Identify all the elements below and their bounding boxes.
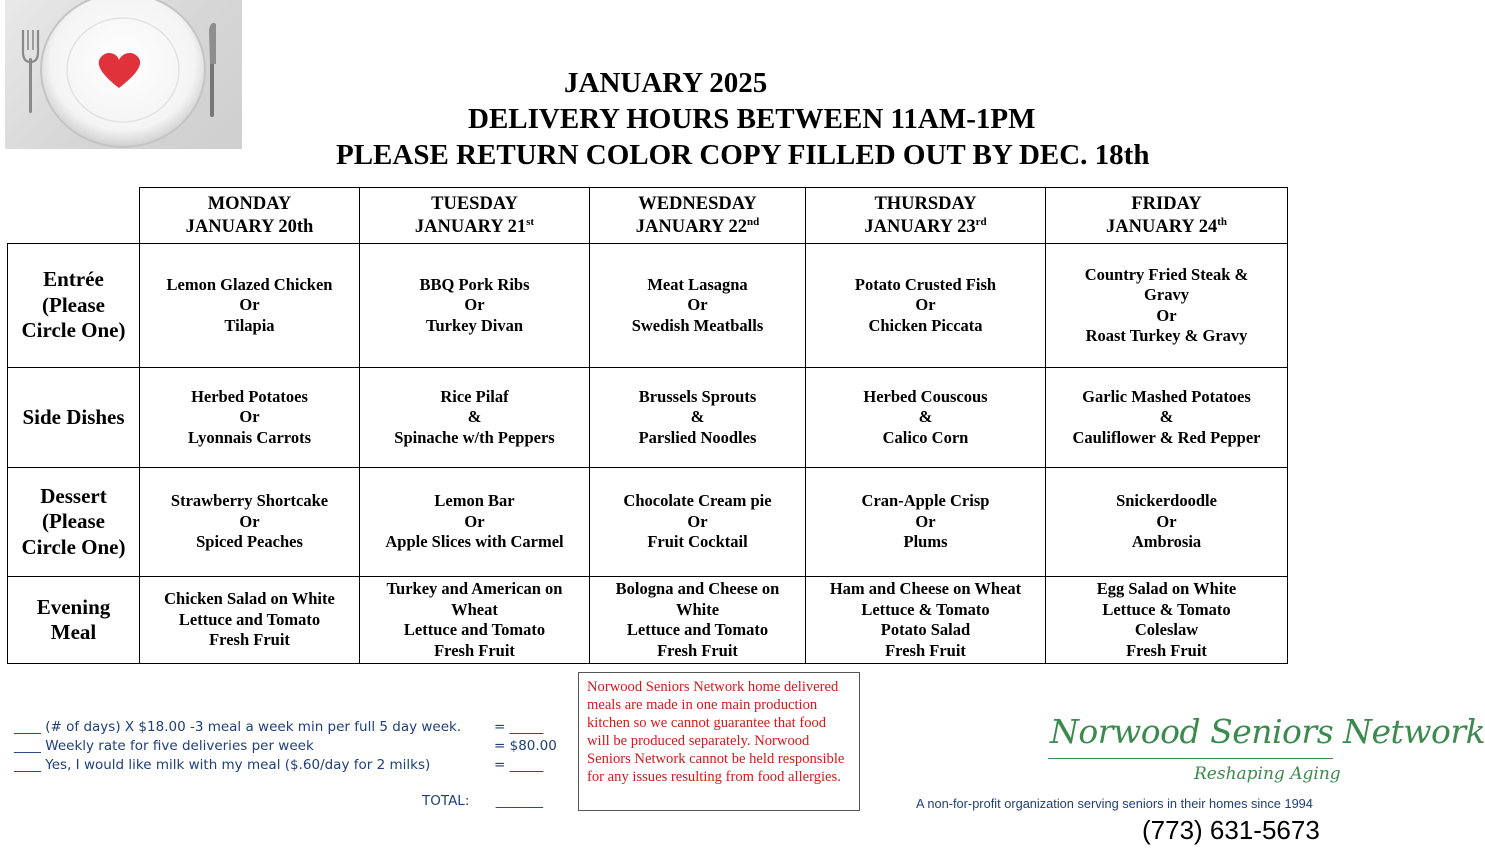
day-date: JANUARY 21	[414, 216, 527, 237]
logo-name: Norwood Seniors Network	[1050, 712, 1485, 751]
logo-divider	[1048, 758, 1333, 759]
order-line-milk-text: ____ Yes, I would like milk with my meal ($.60/day for 2 milks)	[14, 757, 431, 773]
dessert-cell-wednesday[interactable]: Chocolate Cream pie Or Fruit Cocktail	[590, 468, 806, 577]
day-name: FRIDAY	[1131, 193, 1202, 214]
day-date: JANUARY 24	[1106, 216, 1218, 237]
day-header-thursday: THURSDAY JANUARY 23rd	[806, 188, 1046, 244]
evening-meal-row	[8, 577, 1288, 664]
order-line-milk-amount[interactable]: = _____	[494, 757, 544, 773]
plate-heart-icon	[5, 0, 242, 149]
logo-slogan: Reshaping Aging	[1194, 764, 1341, 784]
day-date: JANUARY 23	[864, 216, 976, 237]
evening-cell-thursday: Ham and Cheese on Wheat Lettuce & Tomato Potato Salad Fresh Fruit	[806, 577, 1046, 664]
side-cell-wednesday: Brussels Sprouts & Parslied Noodles	[590, 368, 806, 468]
side-cell-tuesday: Rice Pilaf & Spinache w/th Peppers	[360, 368, 590, 468]
entree-row	[8, 244, 1288, 368]
order-line-milk[interactable]	[14, 756, 544, 775]
order-line-days[interactable]	[14, 718, 544, 737]
side-dishes-row	[8, 368, 1288, 468]
row-label-entree: Entrée (Please Circle One)	[8, 244, 140, 368]
dessert-cell-friday[interactable]: Snickerdoodle Or Ambrosia	[1046, 468, 1288, 577]
menu-table	[7, 187, 1288, 664]
dessert-cell-thursday[interactable]: Cran-Apple Crisp Or Plums	[806, 468, 1046, 577]
month-heading: JANUARY 2025	[564, 67, 768, 99]
allergy-disclaimer: Norwood Seniors Network home delivered meals are made in one main production kitchen so we cannot guarantee that food will be produced separately. Norwood Seniors Network cannot be held responsible for any issues resulting from food allergies.	[578, 672, 860, 811]
entree-cell-wednesday[interactable]: Meat Lasagna Or Swedish Meatballs	[590, 244, 806, 368]
entree-cell-friday[interactable]: Country Fried Steak & Gravy Or Roast Turkey & Gravy	[1046, 244, 1288, 368]
evening-cell-monday: Chicken Salad on White Lettuce and Tomato Fresh Fruit	[140, 577, 360, 664]
organization-tagline: A non-for-profit organization serving seniors in their homes since 1994	[916, 796, 1313, 811]
day-header-friday: FRIDAY JANUARY 24th	[1046, 188, 1288, 244]
day-header-row	[8, 188, 1288, 244]
day-name: WEDNESDAY	[638, 193, 757, 214]
side-cell-friday: Garlic Mashed Potatoes & Cauliflower & Red Pepper	[1046, 368, 1288, 468]
day-header-monday	[140, 188, 360, 244]
side-cell-monday: Herbed Potatoes Or Lyonnais Carrots	[140, 368, 360, 468]
total-label: TOTAL:	[422, 793, 470, 809]
dessert-cell-monday[interactable]: Strawberry Shortcake Or Spiced Peaches	[140, 468, 360, 577]
order-line-weekly-text: ____ Weekly rate for five deliveries per week	[14, 738, 314, 754]
evening-cell-friday: Egg Salad on White Lettuce & Tomato Coleslaw Fresh Fruit	[1046, 577, 1288, 664]
order-total	[422, 793, 543, 809]
row-label-evening-meal: Evening Meal	[8, 577, 140, 664]
corner-cell	[8, 188, 140, 244]
entree-cell-monday[interactable]: Lemon Glazed Chicken Or Tilapia	[140, 244, 360, 368]
evening-cell-wednesday: Bologna and Cheese on White Lettuce and Tomato Fresh Fruit	[590, 577, 806, 664]
day-name: TUESDAY	[431, 193, 518, 214]
return-notice-heading: PLEASE RETURN COLOR COPY FILLED OUT BY DEC. 18th	[336, 139, 1150, 171]
day-date: JANUARY 20th	[185, 216, 314, 237]
day-header-wednesday: WEDNESDAY JANUARY 22nd	[590, 188, 806, 244]
day-name: THURSDAY	[874, 193, 977, 214]
delivery-hours-heading: DELIVERY HOURS BETWEEN 11AM-1PM	[468, 103, 1036, 135]
day-date: JANUARY 22	[635, 216, 747, 237]
row-label-dessert: Dessert (Please Circle One)	[8, 468, 140, 577]
row-label-side-dishes: Side Dishes	[8, 368, 140, 468]
order-line-weekly[interactable]	[14, 737, 557, 756]
day-header-tuesday: TUESDAY JANUARY 21st	[360, 188, 590, 244]
dessert-cell-tuesday[interactable]: Lemon Bar Or Apple Slices with Carmel	[360, 468, 590, 577]
day-name: MONDAY	[207, 193, 292, 214]
evening-cell-tuesday: Turkey and American on Wheat Lettuce and Tomato Fresh Fruit	[360, 577, 590, 664]
dessert-row	[8, 468, 1288, 577]
entree-cell-tuesday[interactable]: BBQ Pork Ribs Or Turkey Divan	[360, 244, 590, 368]
organization-logo	[1046, 712, 1485, 792]
entree-cell-thursday[interactable]: Potato Crusted Fish Or Chicken Piccata	[806, 244, 1046, 368]
order-line-days-text: ____ (# of days) X $18.00 -3 meal a week min per full 5 day week.	[14, 719, 462, 735]
order-line-days-amount[interactable]: = _____	[494, 719, 544, 735]
phone-number: (773) 631-5673	[1142, 815, 1320, 845]
side-cell-thursday: Herbed Couscous & Calico Corn	[806, 368, 1046, 468]
order-line-weekly-amount: = $80.00	[494, 738, 557, 754]
total-field[interactable]: _______	[495, 793, 543, 809]
